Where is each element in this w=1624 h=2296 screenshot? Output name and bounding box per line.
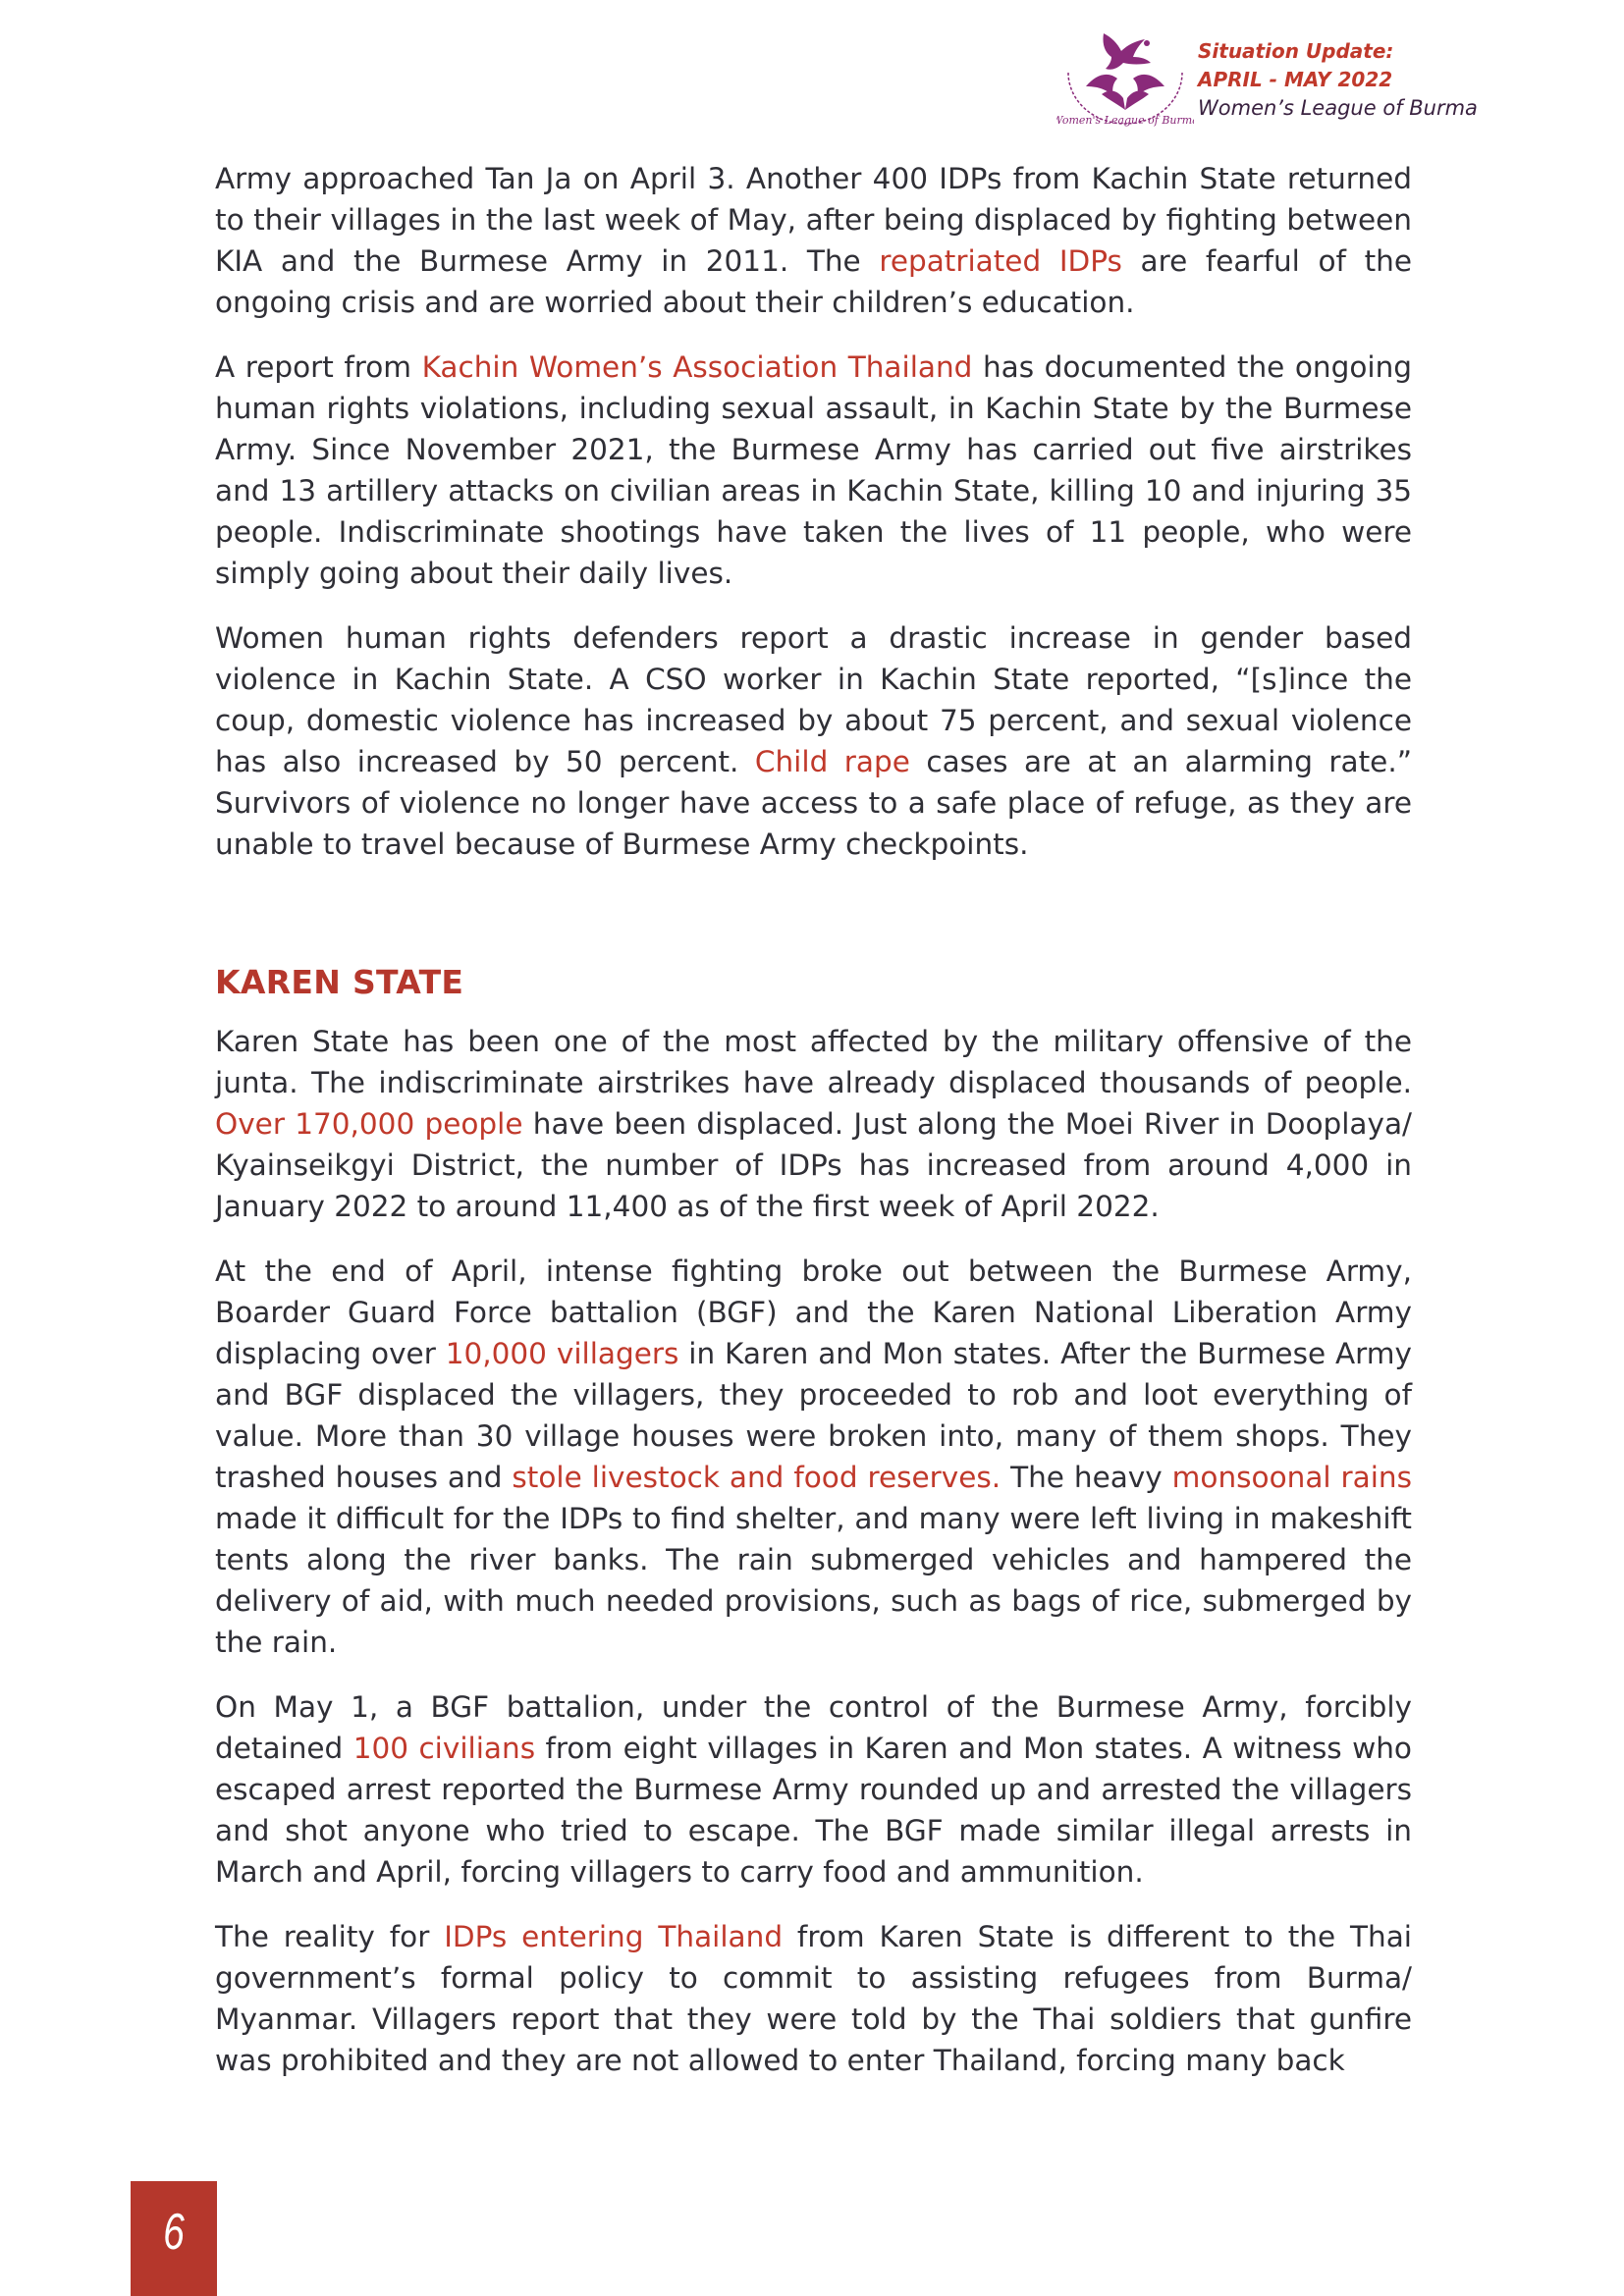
page-header xyxy=(1051,24,1600,132)
header-title: Situation Update: xyxy=(1198,39,1394,63)
page-number: 6 xyxy=(163,2204,185,2261)
logo-ring-text: Women's League of Burma xyxy=(1056,114,1194,127)
paragraph-text: in Karen and Mon states. After the Burmese Army and BGF displaced the villagers, they proceeded to rob and loot everything of value. More than 30 village houses were broken into, many of them shops. They trashed houses and xyxy=(215,1337,1412,1494)
paragraph-text: The reality for xyxy=(215,1920,445,1953)
paragraph-text: Army approached Tan Ja on April 3. Another 400 IDPs from Kachin State returned to their villages in the last week of May, after being displaced by fighting between KIA and the Burmese Army in 2011. The xyxy=(215,162,1412,278)
highlighted-link[interactable]: repatriated IDPs xyxy=(879,244,1122,278)
main-content xyxy=(215,158,1412,2105)
paragraph xyxy=(215,1251,1412,1663)
paragraph xyxy=(215,1686,1412,1893)
highlighted-link[interactable]: Kachin Women’s Association Thailand xyxy=(421,350,973,384)
paragraph xyxy=(215,347,1412,594)
paragraph xyxy=(215,158,1412,323)
highlighted-link[interactable]: monsoonal rains xyxy=(1171,1461,1413,1494)
page-number-box xyxy=(131,2181,217,2296)
paragraph-text: On May 1, a BGF battalion, under the control of the Burmese Army, forcibly detained xyxy=(215,1690,1412,1765)
highlighted-link[interactable]: 100 civilians xyxy=(352,1732,536,1765)
paragraph xyxy=(215,1021,1412,1227)
dove-hands-logo-icon xyxy=(1056,24,1194,130)
highlighted-link[interactable]: Over 170,000 people xyxy=(215,1107,523,1141)
paragraph-text: made it difficult for the IDPs to find shelter, and many were left living in makeshift tents along the river banks. The rain submerged vehicles and hampered the delivery of aid, with much needed provisions, such as bags of rice, submerged by the rain. xyxy=(215,1502,1412,1659)
highlighted-link[interactable]: stole livestock and food reserves. xyxy=(512,1461,1001,1494)
paragraph-text: At the end of April, intense fighting broke out between the Burmese Army, Boarder Guard Force battalion (BGF) and the Karen National Liberation Army displacing over xyxy=(215,1255,1412,1370)
section-heading-karen-state: KAREN STATE xyxy=(215,963,464,1001)
header-organization: Women’s League of Burma xyxy=(1198,96,1478,120)
header-text-block xyxy=(1198,37,1478,123)
paragraph-text: cases are at an alarming rate.” Survivors of violence no longer have access to a safe place of refuge, as they are unable to travel because of Burmese Army checkpoints. xyxy=(215,745,1412,861)
karen-paragraphs xyxy=(215,1021,1412,2081)
kachin-paragraphs xyxy=(215,158,1412,865)
paragraph-text: are fearful of the ongoing crisis and are worried about their children’s education. xyxy=(215,244,1412,319)
highlighted-link[interactable]: 10,000 villagers xyxy=(445,1337,679,1370)
paragraph-text: Women human rights defenders report a drastic increase in gender based violence in Kachin State. A CSO worker in Kachin State reported, “[s]ince the coup, domestic violence has increased by about 75 percent, and sexual violence has also increased by 50 percent. xyxy=(215,621,1412,778)
paragraph xyxy=(215,617,1412,865)
highlighted-link[interactable]: IDPs entering Thailand xyxy=(444,1920,784,1953)
paragraph-text: have been displaced. Just along the Moei River in Dooplaya/ Kyainseikgyi District, the number of IDPs has increased from around 4,000 in January 2022 to around 11,400 as of the first week of April 2022. xyxy=(215,1107,1412,1223)
womens-league-logo xyxy=(1056,24,1194,130)
paragraph xyxy=(215,1916,1412,2081)
paragraph-text: from eight villages in Karen and Mon states. A witness who escaped arrest reported the Burmese Army rounded up and arrested the villagers and shot anyone who tried to escape. The BGF made similar illegal arrests in March and April, forcing villagers to carry food and ammunition. xyxy=(215,1732,1412,1889)
highlighted-link[interactable]: Child rape xyxy=(754,745,910,778)
paragraph-text: from Karen State is different to the Thai government’s formal policy to commit to assisting refugees from Burma/ Myanmar. Villagers report that they were told by the Thai soldiers that gunfire was prohibited and they are not allowed to enter Thailand, forcing many back xyxy=(215,1920,1412,2077)
paragraph-text: Karen State has been one of the most affected by the military offensive of the junta. The indiscriminate airstrikes have already displaced thousands of people. xyxy=(215,1025,1412,1099)
header-date-range: APRIL - MAY 2022 xyxy=(1198,68,1393,91)
paragraph-text: A report from xyxy=(215,350,422,384)
paragraph-text: has documented the ongoing human rights violations, including sexual assault, in Kachin State by the Burmese Army. Since November 2021, the Burmese Army has carried out five airstrikes and 13 artillery attacks on civilian areas in Kachin State, killing 10 and injuring 35 people. Indiscriminate shootings have taken the lives of 11 people, who were simply going about their daily lives. xyxy=(215,350,1412,590)
paragraph-text: The heavy xyxy=(1001,1461,1172,1494)
